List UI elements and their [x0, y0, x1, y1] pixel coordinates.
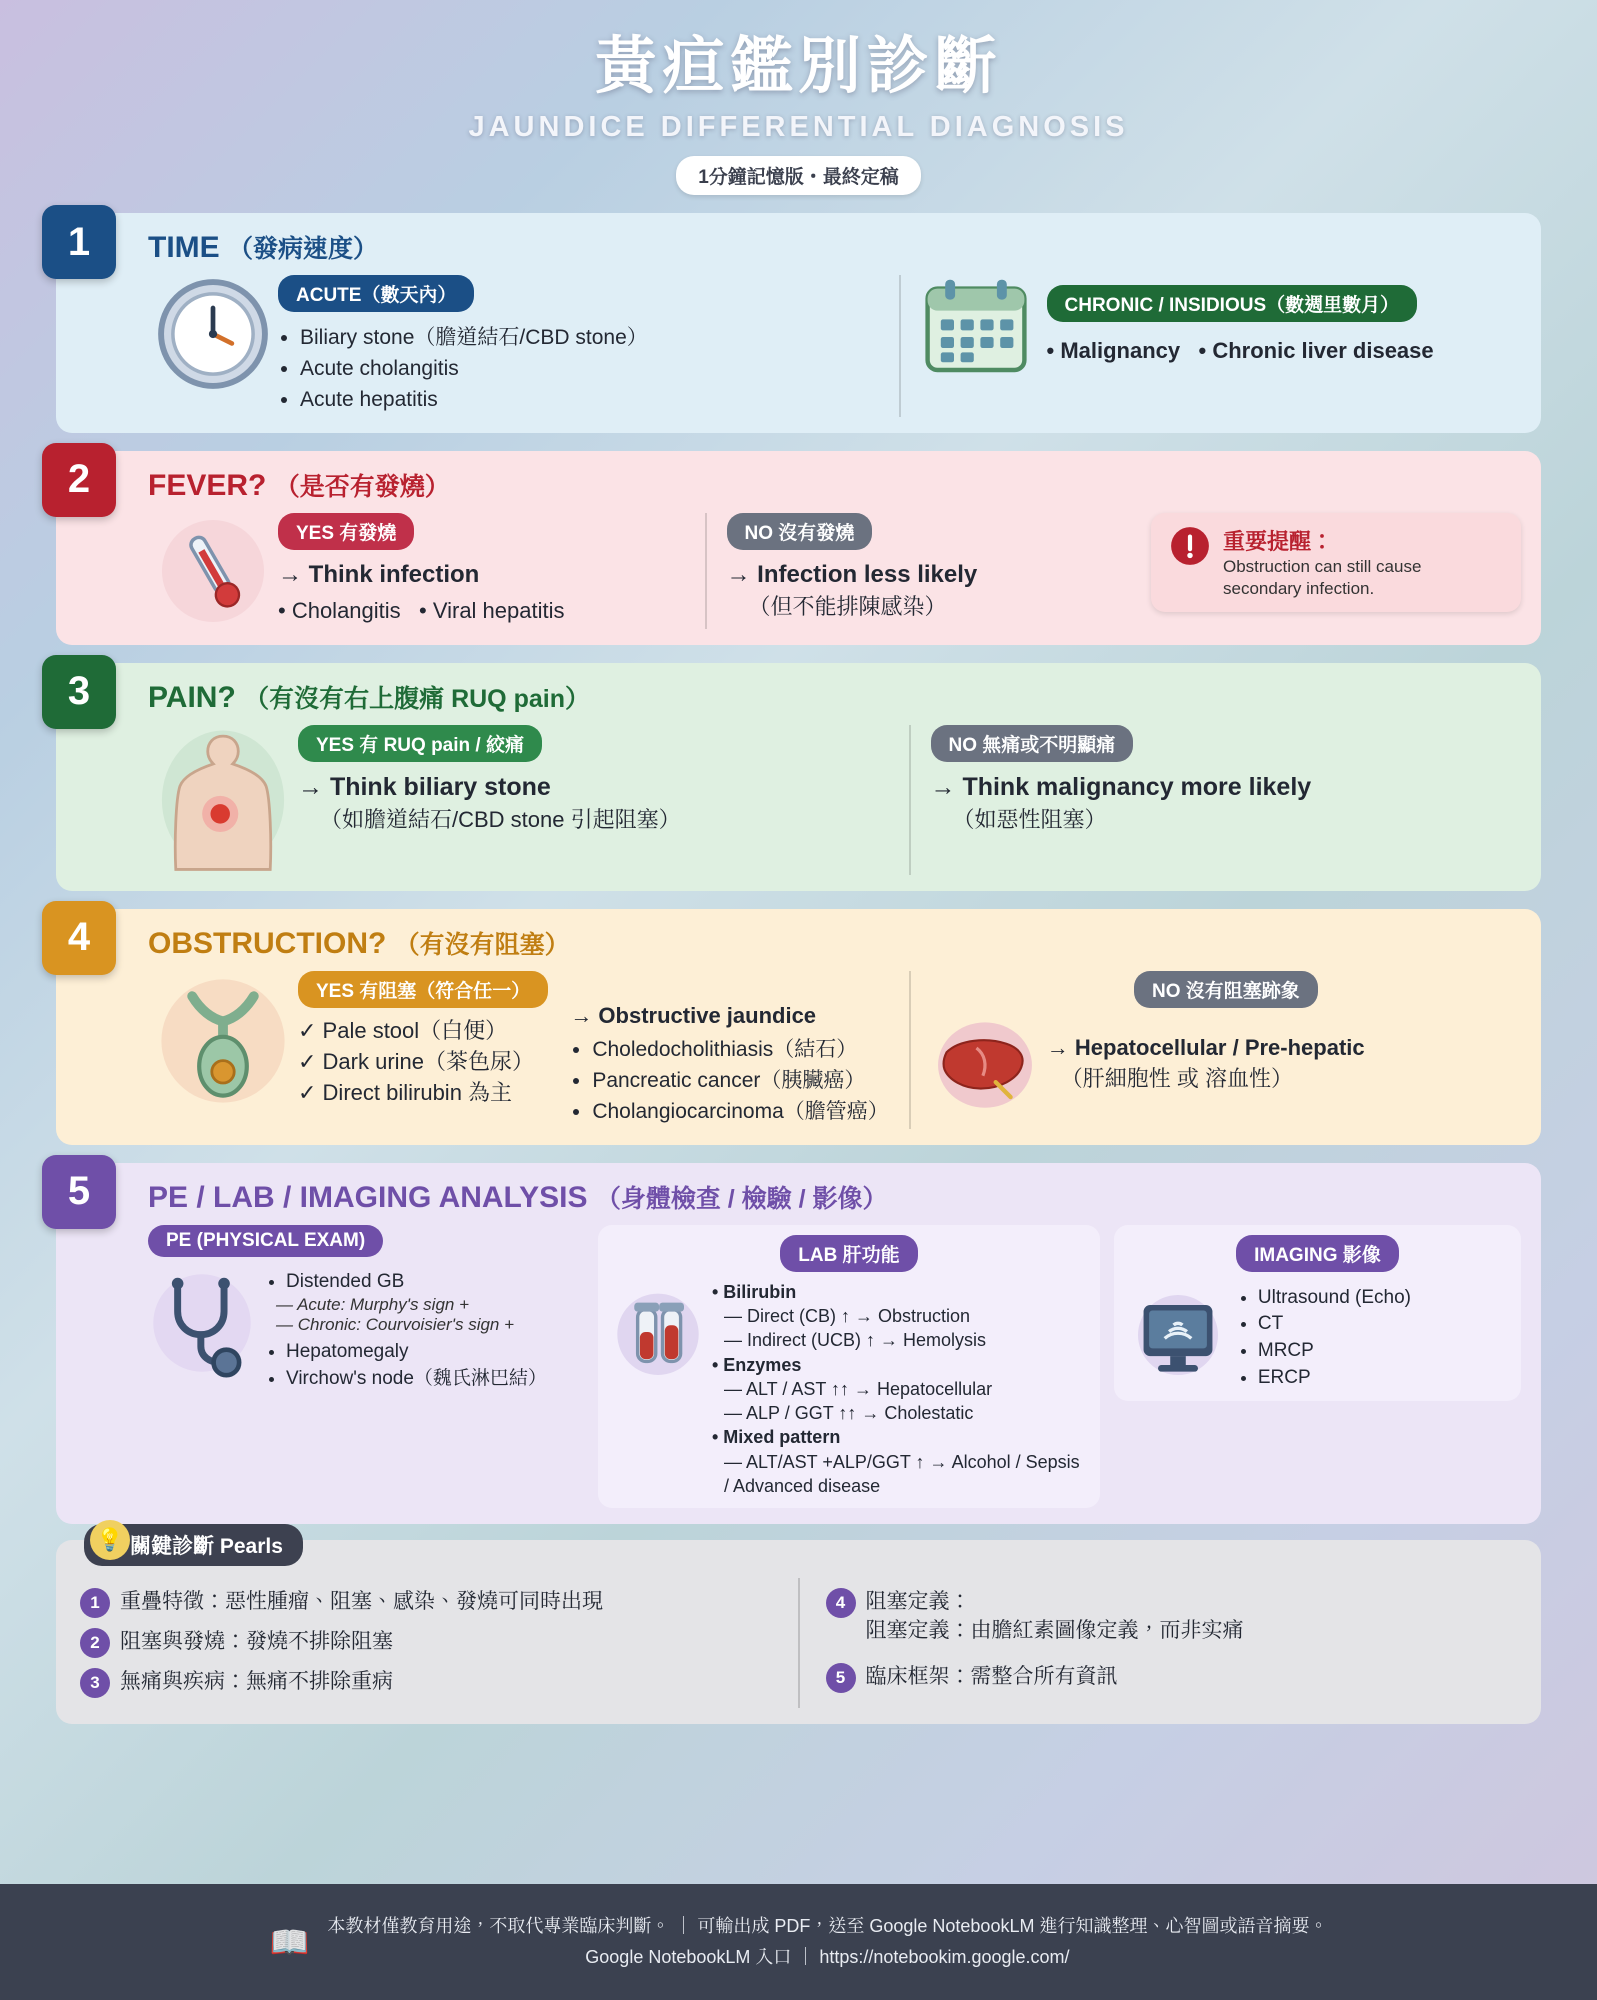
warning-title: 重要提醒： — [1223, 528, 1334, 554]
obstruction-no-tag: NO 沒有阻塞跡象 — [1134, 971, 1318, 1008]
thermometer-icon — [148, 513, 278, 629]
clock-icon — [148, 275, 278, 393]
section-title-en: OBSTRUCTION? — [148, 926, 387, 960]
pearl-number: 1 — [80, 1588, 110, 1618]
torso-pain-icon — [148, 725, 298, 875]
lab-group-head: Bilirubin — [723, 1281, 797, 1302]
pain-yes-tag: YES 有 RUQ pain / 絞痛 — [298, 725, 542, 762]
alert-icon — [1169, 525, 1211, 600]
pearl-text: 臨床框架：需整合所有資訊 — [865, 1664, 1118, 1688]
pearl-text: 無痛與疾病：無痛不排除重病 — [120, 1670, 393, 1694]
check-item: ✓ Dark urine（茶色尿） — [298, 1048, 535, 1074]
chronic-tag: CHRONIC / INSIDIOUS（數週里數月） — [1047, 285, 1418, 322]
section-number: 1 — [42, 205, 116, 279]
lab-group: • Enzymes — ALT / AST ↑↑ → Hepatocellular — ALP / GGT ↑↑ → Cholestatic — [712, 1353, 1086, 1426]
section-title-zh: （身體檢查 / 檢驗 / 影像） — [595, 1184, 888, 1213]
divider — [909, 971, 911, 1129]
page-header — [56, 0, 1541, 195]
pearl-item — [80, 1628, 772, 1658]
pearls-right-column — [826, 1578, 1518, 1708]
test-tube-icon — [612, 1280, 704, 1384]
obstruction-no-sub: （肝細胞性 或 溶血性） — [1060, 1065, 1293, 1091]
list-item: Cholangitis — [291, 597, 401, 623]
page-title-zh: 黃疸鑑別診斷 — [594, 32, 1003, 101]
pearl-text-secondary: 阻塞定義：由膽紅素圖像定義，而非实痛 — [865, 1618, 1244, 1642]
section-title-zh: （發病速度） — [228, 235, 379, 263]
pain-no-sub: （如惡性阻塞） — [952, 806, 1107, 832]
list-item: • Acute hepatitis — [300, 386, 879, 415]
lab-group: • Bilirubin — Direct (CB) ↑ → Obstruction — Indirect (UCB) ↑ → Hemolysis — [712, 1280, 1086, 1353]
divider — [705, 513, 707, 629]
pe-list — [266, 1269, 547, 1295]
lab-group-head: Enzymes — [723, 1354, 802, 1375]
pain-no-tag: NO 無痛或不明顯痛 — [931, 725, 1134, 762]
obstruction-yes-tag: YES 有阻塞（符合任一） — [298, 971, 548, 1008]
acute-list — [278, 324, 879, 415]
list-item: • ERCP — [1258, 1365, 1411, 1391]
imaging-card — [1114, 1225, 1521, 1402]
book-icon: 📖 — [269, 1924, 310, 1960]
section-title — [148, 1179, 1521, 1215]
list-item: Chronic liver disease — [1212, 338, 1434, 364]
pearl-item — [826, 1588, 1518, 1645]
section-title — [148, 229, 1521, 265]
list-item: • Distended GB — [286, 1269, 547, 1295]
list-item: Malignancy — [1060, 338, 1181, 364]
fever-no-sub: （但不能排陳感染） — [748, 593, 947, 619]
imaging-list — [1238, 1284, 1411, 1392]
list-item: • Cholangiocarcinoma（膽管癌） — [592, 1098, 888, 1127]
divider — [899, 275, 901, 417]
pearl-text: 阻塞與發燒：發燒不排除阻塞 — [120, 1630, 393, 1654]
check-label: Dark urine（茶色尿） — [322, 1048, 535, 1074]
pearl-text: 重疊特徵：惡性腫瘤、阻塞、感染、發燒可同時出現 — [120, 1590, 603, 1614]
section-title-en: TIME — [148, 231, 220, 264]
calendar-icon — [921, 275, 1031, 377]
list-item: • Acute cholangitis — [300, 355, 879, 384]
important-warning — [1151, 513, 1521, 612]
section-title — [148, 925, 1521, 961]
section-title-zh: （是否有發燒） — [274, 472, 450, 501]
fever-yes-tag: YES 有發燒 — [278, 513, 414, 550]
chronic-items: • Malignancy • Chronic liver disease — [1046, 338, 1434, 364]
pearl-item — [80, 1588, 772, 1618]
pearl-number: 3 — [80, 1668, 110, 1698]
section-fever — [56, 451, 1541, 645]
acute-tag: ACUTE（數天內） — [278, 275, 474, 312]
ultrasound-monitor-icon — [1128, 1287, 1228, 1383]
lab-group-head: Mixed pattern — [723, 1427, 841, 1448]
lab-line: — ALP / GGT ↑↑ → Cholestatic — [723, 1403, 974, 1424]
section-title-zh: （有沒有右上腹痛 RUQ pain） — [244, 684, 590, 713]
divider — [909, 725, 911, 875]
pe-list-2 — [266, 1339, 547, 1391]
lab-tag: LAB 肝功能 — [780, 1235, 917, 1272]
warning-text: Obstruction can still cause secondary infection. — [1223, 556, 1422, 598]
footer-text — [327, 1911, 1327, 1972]
pe-sub-acute: — Acute: Murphy's sign + — [276, 1295, 470, 1315]
list-item: • Ultrasound (Echo) — [1258, 1285, 1411, 1311]
pe-sub-chronic: — Chronic: Courvoisier's sign + — [276, 1315, 515, 1335]
section-pain — [56, 663, 1541, 891]
lab-group: • Mixed pattern — ALT/AST +ALP/GGT ↑ → Alcohol / Sepsis / Advanced disease — [712, 1425, 1086, 1498]
pain-yes-main: → Think biliary stone — [298, 772, 551, 801]
list-item: • Choledocholithiasis（結石） — [592, 1036, 888, 1065]
section-title-zh: （有沒有阻塞） — [394, 930, 570, 959]
lab-line: — Indirect (UCB) ↑ → Hemolysis — [723, 1330, 987, 1351]
pearl-item — [826, 1663, 1518, 1693]
pearls-panel — [56, 1527, 1541, 1724]
list-item: Viral hepatitis — [432, 597, 565, 623]
pearl-number: 5 — [826, 1663, 856, 1693]
page-footer — [0, 1884, 1597, 2000]
section-number: 3 — [42, 655, 116, 729]
section-time — [56, 213, 1541, 433]
check-item: ✓ Pale stool（白便） — [298, 1017, 508, 1043]
section-title — [148, 679, 1521, 715]
pearl-number: 2 — [80, 1628, 110, 1658]
pearl-item — [80, 1668, 772, 1698]
list-item: • CT — [1258, 1311, 1411, 1337]
biliary-tree-icon — [148, 971, 298, 1111]
pearls-left-column — [80, 1578, 772, 1708]
fever-yes-main: → Think infection — [278, 560, 480, 588]
lightbulb-icon: 💡 — [90, 1520, 130, 1560]
footer-line-2: Google NotebookLM 入口 ｜ https://notebookim.google.com/ — [585, 1947, 1070, 1967]
check-item: ✓ Direct bilirubin 為主 — [298, 1079, 513, 1105]
version-badge: 1分鐘記憶版・最終定稿 — [676, 156, 921, 195]
fever-no-main: → Infection less likely — [726, 560, 978, 588]
list-item: • Pancreatic cancer（胰臟癌） — [592, 1067, 888, 1096]
section-title-en: FEVER? — [148, 468, 267, 502]
obstruction-causes — [570, 1036, 888, 1127]
imaging-tag: IMAGING 影像 — [1236, 1235, 1399, 1272]
lab-line: — ALT/AST +ALP/GGT ↑ → Alcohol / Sepsis / Advanced disease — [723, 1451, 1080, 1496]
section-obstruction — [56, 909, 1541, 1145]
list-item: • MRCP — [1258, 1338, 1411, 1364]
list-item: • Biliary stone（膽道結石/CBD stone） — [300, 324, 879, 353]
fever-yes-items: • Cholangitis • Viral hepatitis — [278, 597, 565, 623]
list-item: • Hepatomegaly — [286, 1339, 547, 1365]
section-title-en: PE / LAB / IMAGING ANALYSIS — [148, 1180, 588, 1214]
check-label: Pale stool（白便） — [322, 1017, 508, 1043]
fever-no-tag: NO 沒有發燒 — [727, 513, 873, 550]
lab-card — [598, 1225, 1100, 1509]
obstruction-no-main: → Hepatocellular / Pre-hepatic — [1046, 1035, 1365, 1061]
section-number: 2 — [42, 443, 116, 517]
section-title — [148, 467, 1521, 503]
lab-line: — ALT / AST ↑↑ → Hepatocellular — [723, 1378, 993, 1399]
divider — [798, 1578, 800, 1708]
list-item: • Virchow's node（魏氏淋巴結） — [286, 1366, 547, 1392]
pe-tag: PE (PHYSICAL EXAM) — [148, 1225, 383, 1257]
stethoscope-icon — [148, 1265, 256, 1381]
check-label: Direct bilirubin 為主 — [322, 1079, 513, 1105]
section-number: 5 — [42, 1155, 116, 1229]
liver-icon — [931, 1016, 1039, 1112]
pearls-heading — [84, 1524, 303, 1566]
pearls-heading-label: 關鍵診斷 Pearls — [130, 1535, 283, 1559]
obstruction-result: → Obstructive jaundice — [570, 1002, 817, 1028]
section-number: 4 — [42, 901, 116, 975]
section-title-en: PAIN? — [148, 680, 236, 714]
pearl-number: 4 — [826, 1588, 856, 1618]
page-title-en: JAUNDICE DIFFERENTIAL DIAGNOSIS — [468, 111, 1129, 143]
pain-yes-sub: （如膽道結石/CBD stone 引起阻塞） — [320, 806, 681, 832]
pearl-text: 阻塞定義： — [865, 1590, 971, 1614]
lab-line: — Direct (CB) ↑ → Obstruction — [723, 1305, 971, 1326]
pain-no-main: → Think malignancy more likely — [930, 772, 1312, 801]
footer-line-1: 本教材僅教育用途，不取代專業臨床判斷。 ｜ 可輸出成 PDF，送至 Google NotebookLM 進行知識整理、心智圖或語音摘要。 — [327, 1916, 1328, 1937]
section-pe-lab-imaging — [56, 1163, 1541, 1525]
